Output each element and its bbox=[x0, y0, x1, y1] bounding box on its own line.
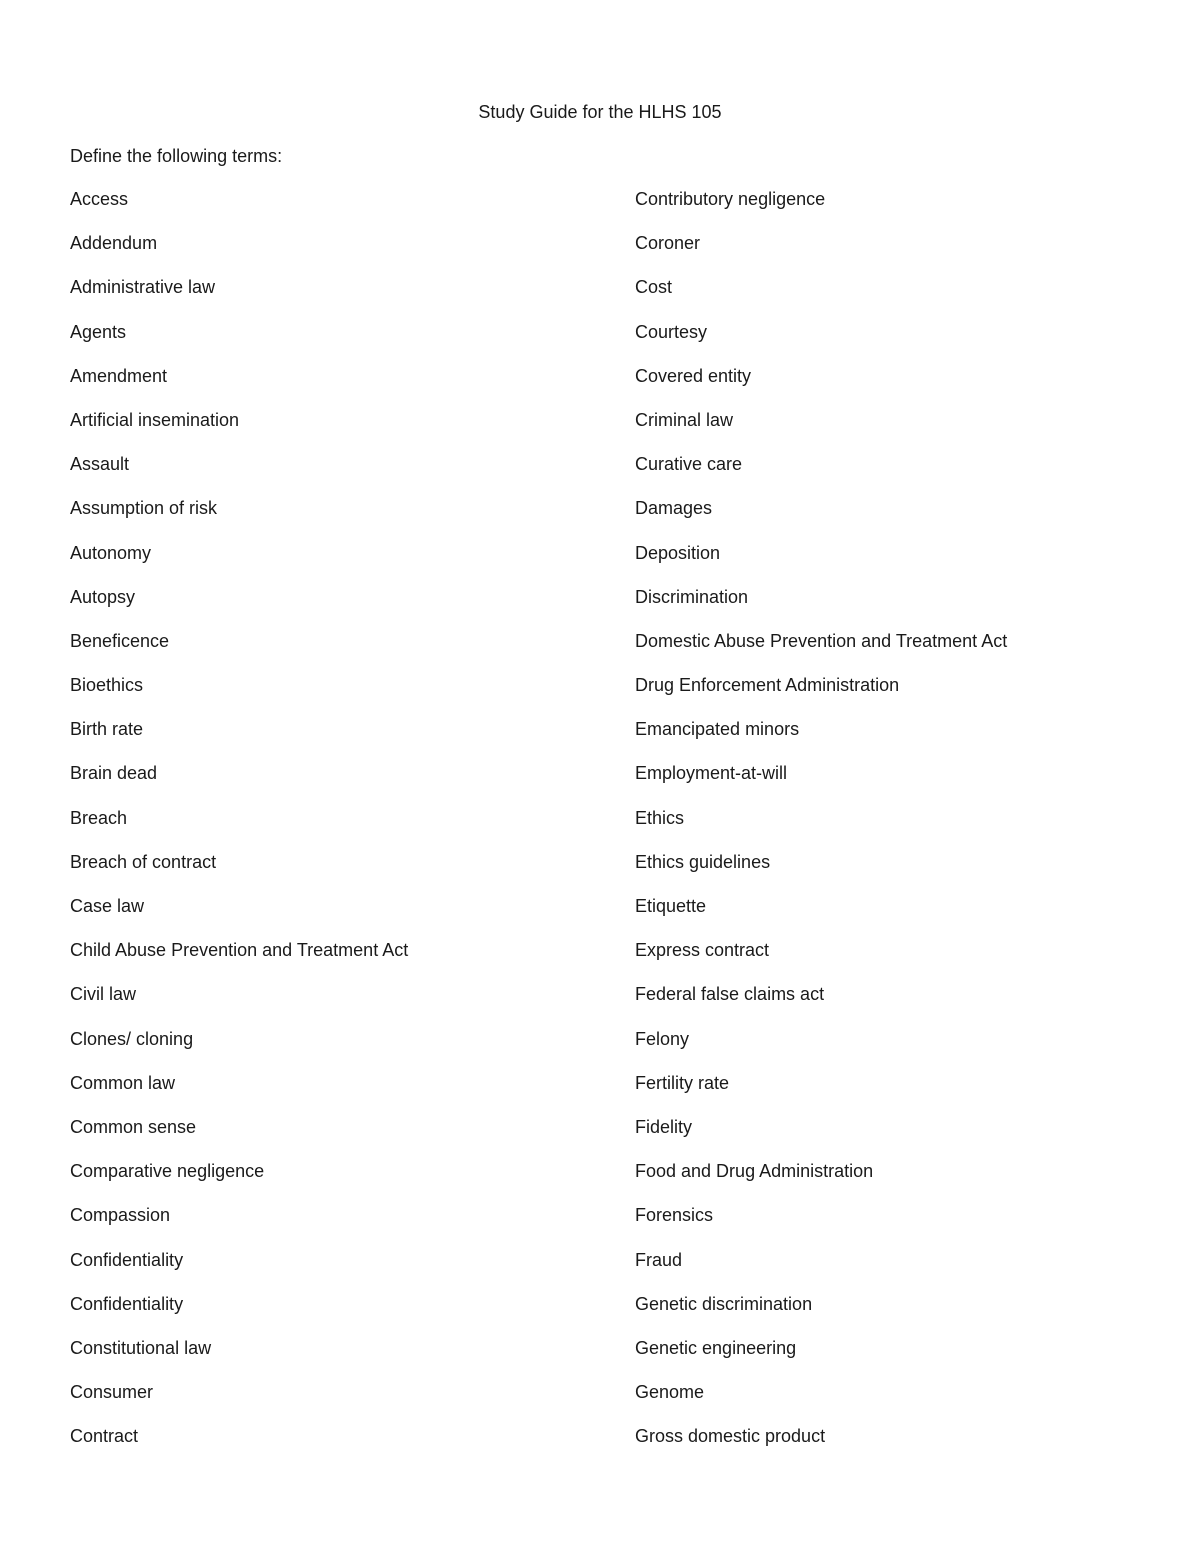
term-item: Common law bbox=[70, 1072, 176, 1093]
term-item: Common sense bbox=[70, 1116, 197, 1137]
term-item: Agents bbox=[70, 321, 127, 342]
term-item: Addendum bbox=[70, 233, 158, 254]
page-title: Study Guide for the HLHS 105 bbox=[478, 102, 722, 122]
term-item: Felony bbox=[635, 1028, 690, 1049]
term-item: Autopsy bbox=[70, 586, 136, 607]
term-item: Autonomy bbox=[70, 542, 152, 563]
term-item: Etiquette bbox=[635, 896, 707, 916]
term-item: Drug Enforcement Administration bbox=[635, 675, 900, 696]
term-item: Clones/ cloning bbox=[70, 1028, 194, 1049]
term-item: Fidelity bbox=[635, 1116, 693, 1137]
term-item: Civil law bbox=[70, 984, 137, 1005]
term-item: Brain dead bbox=[70, 763, 158, 784]
term-item: Genetic engineering bbox=[635, 1337, 797, 1358]
term-item: Confidentiality bbox=[70, 1249, 184, 1270]
term-item: Coroner bbox=[635, 233, 701, 254]
term-item: Domestic Abuse Prevention and Treatment Act bbox=[635, 630, 1008, 651]
term-item: Forensics bbox=[635, 1205, 714, 1226]
term-item: Federal false claims act bbox=[635, 984, 825, 1005]
term-item: Child Abuse Prevention and Treatment Act bbox=[70, 940, 409, 961]
term-item: Food and Drug Administration bbox=[635, 1161, 874, 1182]
terms-left-column bbox=[70, 188, 610, 1469]
terms-right-column bbox=[635, 188, 1175, 1469]
term-item: Bioethics bbox=[70, 675, 144, 696]
term-item: Ethics bbox=[635, 807, 685, 828]
term-item: Criminal law bbox=[635, 409, 734, 430]
term-item: Assumption of risk bbox=[70, 498, 218, 519]
term-item: Courtesy bbox=[635, 321, 708, 342]
term-item: Beneficence bbox=[70, 630, 170, 651]
term-item: Artificial insemination bbox=[70, 409, 240, 430]
term-item: Genome bbox=[635, 1382, 705, 1403]
term-item: Gross domestic product bbox=[635, 1426, 826, 1447]
term-item: Genetic discrimination bbox=[635, 1293, 813, 1314]
term-item: Cost bbox=[635, 277, 673, 298]
instruction-text: Define the following terms: bbox=[70, 146, 283, 166]
term-item: Assault bbox=[70, 454, 130, 475]
term-item: Employment-at-will bbox=[635, 763, 788, 784]
term-item: Constitutional law bbox=[70, 1337, 212, 1358]
term-item: Contract bbox=[70, 1426, 139, 1447]
term-item: Damages bbox=[635, 498, 713, 519]
term-item: Covered entity bbox=[635, 365, 752, 386]
term-item: Curative care bbox=[635, 454, 743, 475]
term-item: Ethics guidelines bbox=[635, 851, 771, 872]
term-item: Comparative negligence bbox=[70, 1161, 265, 1182]
term-item: Consumer bbox=[70, 1382, 154, 1403]
term-item: Fertility rate bbox=[635, 1072, 730, 1093]
term-item: Confidentiality bbox=[70, 1293, 184, 1314]
term-item: Fraud bbox=[635, 1249, 683, 1270]
term-item: Breach of contract bbox=[70, 851, 217, 872]
term-item: Birth rate bbox=[70, 719, 144, 740]
term-item: Deposition bbox=[635, 542, 721, 563]
term-item: Administrative law bbox=[70, 277, 216, 298]
term-item: Contributory negligence bbox=[635, 189, 826, 209]
term-item: Discrimination bbox=[635, 586, 749, 607]
term-item: Express contract bbox=[635, 940, 770, 961]
term-item: Amendment bbox=[70, 365, 168, 386]
term-item: Case law bbox=[70, 896, 145, 916]
term-item: Access bbox=[70, 189, 129, 209]
term-item: Emancipated minors bbox=[635, 719, 800, 740]
term-item: Breach bbox=[70, 807, 128, 828]
term-item: Compassion bbox=[70, 1205, 171, 1226]
